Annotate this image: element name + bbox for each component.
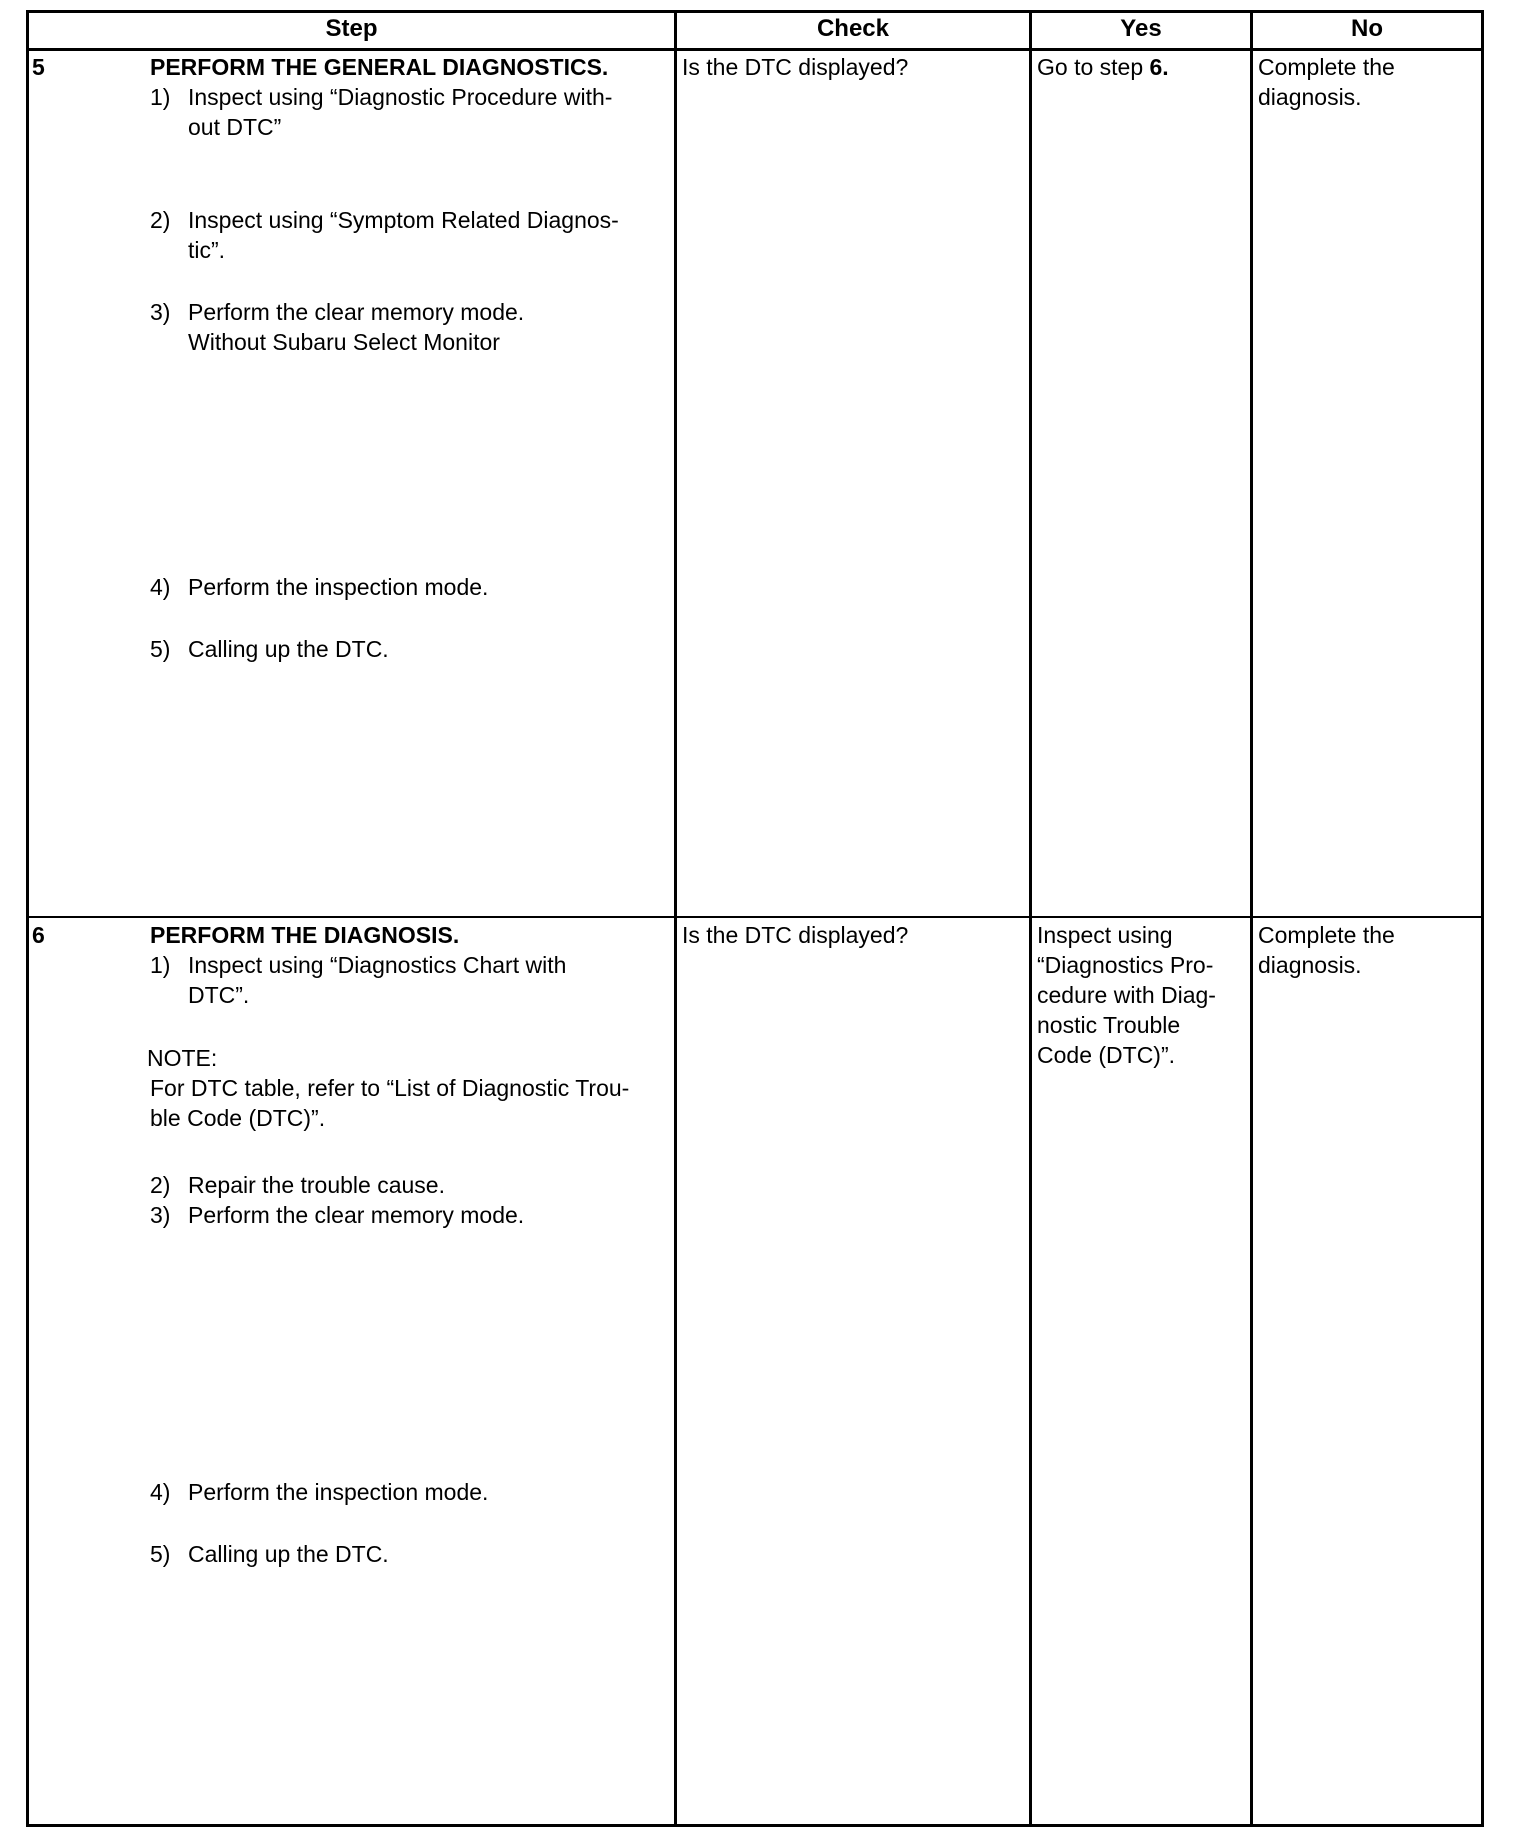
yes-text-line: nostic Trouble [1037,1012,1181,1038]
yes-text-line: “Diagnostics Pro- [1037,952,1214,978]
list-item-text: Inspect using “Diagnostic Procedure with- [188,84,613,110]
note-text-line: ble Code (DTC)”. [150,1105,326,1131]
list-item-continuation: tic”. [188,237,226,263]
note-label: NOTE: [147,1045,218,1071]
list-item-text: Calling up the DTC. [188,636,389,662]
list-item-continuation: DTC”. [188,982,250,1008]
list-item-text: Perform the clear memory mode. [188,1202,525,1228]
yes-prefix: Go to step [1037,54,1150,80]
list-item-number: 5) [150,636,171,662]
list-item [150,572,488,602]
list-item-number: 1) [150,84,171,110]
list-item-number: 1) [150,952,171,978]
row-divider [26,916,1484,918]
list-item-number: 4) [150,1479,171,1505]
list-item-text: Calling up the DTC. [188,1541,389,1567]
column-divider-step-check [674,10,677,1827]
no-text-line: Complete the [1258,922,1395,948]
no-text-line: Complete the [1258,54,1395,80]
list-item-text: Repair the trouble cause. [188,1172,445,1198]
yes-text-line: Code (DTC)”. [1037,1042,1176,1068]
header-step: Step [325,15,378,42]
step-number: 6 [32,922,45,948]
list-item [150,634,389,664]
list-item [150,950,566,980]
list-item [150,82,612,112]
list-item-continuation: Without Subaru Select Monitor [188,329,500,355]
yes-step-link: 6. [1149,54,1169,80]
list-item [150,1477,488,1507]
list-item [150,205,619,235]
list-item [150,1170,445,1200]
note-text-line: For DTC table, refer to “List of Diagnostic Trou- [150,1075,630,1101]
list-item-text: Inspect using “Diagnostics Chart with [188,952,567,978]
list-item-text: Perform the inspection mode. [188,1479,489,1505]
list-item-text: Inspect using “Symptom Related Diagnos- [188,207,619,233]
list-item [150,1539,389,1569]
list-item [150,1200,524,1230]
check-text: Is the DTC displayed? [682,54,909,80]
yes-text [1037,52,1169,82]
header-yes: Yes [1120,15,1162,42]
header-check: Check [816,15,890,42]
list-item-text: Perform the clear memory mode. [188,299,525,325]
header-divider [26,48,1484,51]
list-item-number: 3) [150,299,171,325]
step-title: PERFORM THE DIAGNOSIS. [150,922,460,948]
column-divider-yes-no [1250,10,1253,1827]
list-item-number: 2) [150,1172,171,1198]
list-item-number: 5) [150,1541,171,1567]
list-item-number: 2) [150,207,171,233]
header-no: No [1351,15,1383,42]
yes-text-line: Inspect using [1037,922,1173,948]
step-title: PERFORM THE GENERAL DIAGNOSTICS. [150,54,609,80]
list-item-continuation: out DTC” [188,114,282,140]
check-text: Is the DTC displayed? [682,922,909,948]
list-item-text: Perform the inspection mode. [188,574,489,600]
no-text-line: diagnosis. [1258,952,1362,978]
list-item-number: 4) [150,574,171,600]
step-number: 5 [32,54,45,80]
list-item-number: 3) [150,1202,171,1228]
list-item [150,297,524,327]
column-divider-check-yes [1029,10,1032,1827]
yes-text-line: cedure with Diag- [1037,982,1216,1008]
no-text-line: diagnosis. [1258,84,1362,110]
